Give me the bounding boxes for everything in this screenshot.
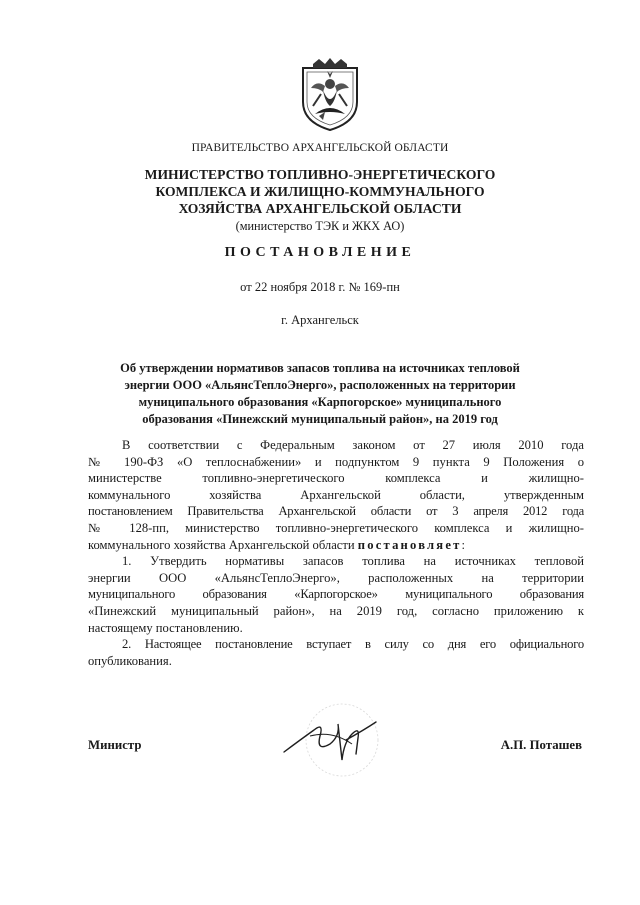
body-line: энергии ООО «АльянсТеплоЭнерго», расположенных на территории (88, 570, 584, 585)
body-line: коммунального хозяйства Архангельской области (88, 537, 358, 552)
body-line: «Пинежский муниципальный район», на 2019 год, согласно приложению к (88, 603, 584, 618)
body-line: № 190-ФЗ «О теплоснабжении» и подпунктом 9 пункта 9 Положения о (88, 454, 584, 469)
ministry-short-name: (министерство ТЭК и ЖКХ АО) (235, 219, 405, 233)
archangel-coat-of-arms-icon (299, 58, 361, 132)
document-subject (80, 360, 560, 428)
resolves-colon: : (461, 537, 465, 552)
body-line: муниципального образования «Карпогорское» муниципального образования (88, 587, 584, 602)
body-line: 2. Настоящее постановление вступает в силу со дня его официального (122, 637, 584, 652)
subject-line: муниципального образования «Карпогорское» муниципального (138, 395, 502, 409)
handwritten-signature (280, 700, 400, 780)
ministry-line: ХОЗЯЙСТВА АРХАНГЕЛЬСКОЙ ОБЛАСТИ (178, 201, 462, 216)
body-line: опубликования. (88, 653, 172, 668)
ministry-line: КОМПЛЕКСА И ЖИЛИЩНО-КОММУНАЛЬНОГО (155, 184, 485, 199)
government-name: ПРАВИТЕЛЬСТВО АРХАНГЕЛЬСКОЙ ОБЛАСТИ (191, 142, 449, 154)
body-line: министерстве топливно-энергетического комплекса и жилищно- (88, 471, 584, 486)
body-line: коммунального хозяйства Архангельской области, утвержденным (88, 487, 584, 502)
item-1-paragraph (88, 553, 584, 636)
item-2-paragraph (88, 636, 584, 669)
document-city: г. Архангельск (281, 313, 359, 327)
body-line: постановлением Правительства Архангельской области от 3 апреля 2012 года (88, 504, 584, 519)
body-last-line (88, 537, 584, 554)
document-type: ПОСТАНОВЛЕНИЕ (224, 245, 416, 260)
body-line: № 128-пп, министерство топливно-энергетического комплекса и жилищно- (88, 520, 584, 535)
body-line: 1. Утвердить нормативы запасов топлива на источниках тепловой (122, 554, 584, 569)
body-line: настоящему постановлению. (88, 620, 243, 635)
body-line: В соответствии с Федеральным законом от 27 июля 2010 года (122, 438, 584, 452)
signatory-title: Министр (88, 738, 142, 752)
signatory-name: А.П. Поташев (500, 738, 582, 752)
document-body (88, 437, 584, 669)
resolves-word: постановляет (357, 537, 462, 552)
subject-line: образования «Пинежский муниципальный район», на 2019 год (142, 412, 498, 426)
ministry-name (0, 166, 640, 217)
preamble-paragraph (88, 437, 584, 553)
document-date-number: от 22 ноября 2018 г. № 169-пн (240, 280, 400, 294)
ministry-line: МИНИСТЕРСТВО ТОПЛИВНО-ЭНЕРГЕТИЧЕСКОГО (144, 167, 496, 182)
subject-line: энергии ООО «АльянсТеплоЭнерго», расположенных на территории (124, 378, 516, 392)
subject-line: Об утверждении нормативов запасов топлива на источниках тепловой (120, 361, 520, 375)
